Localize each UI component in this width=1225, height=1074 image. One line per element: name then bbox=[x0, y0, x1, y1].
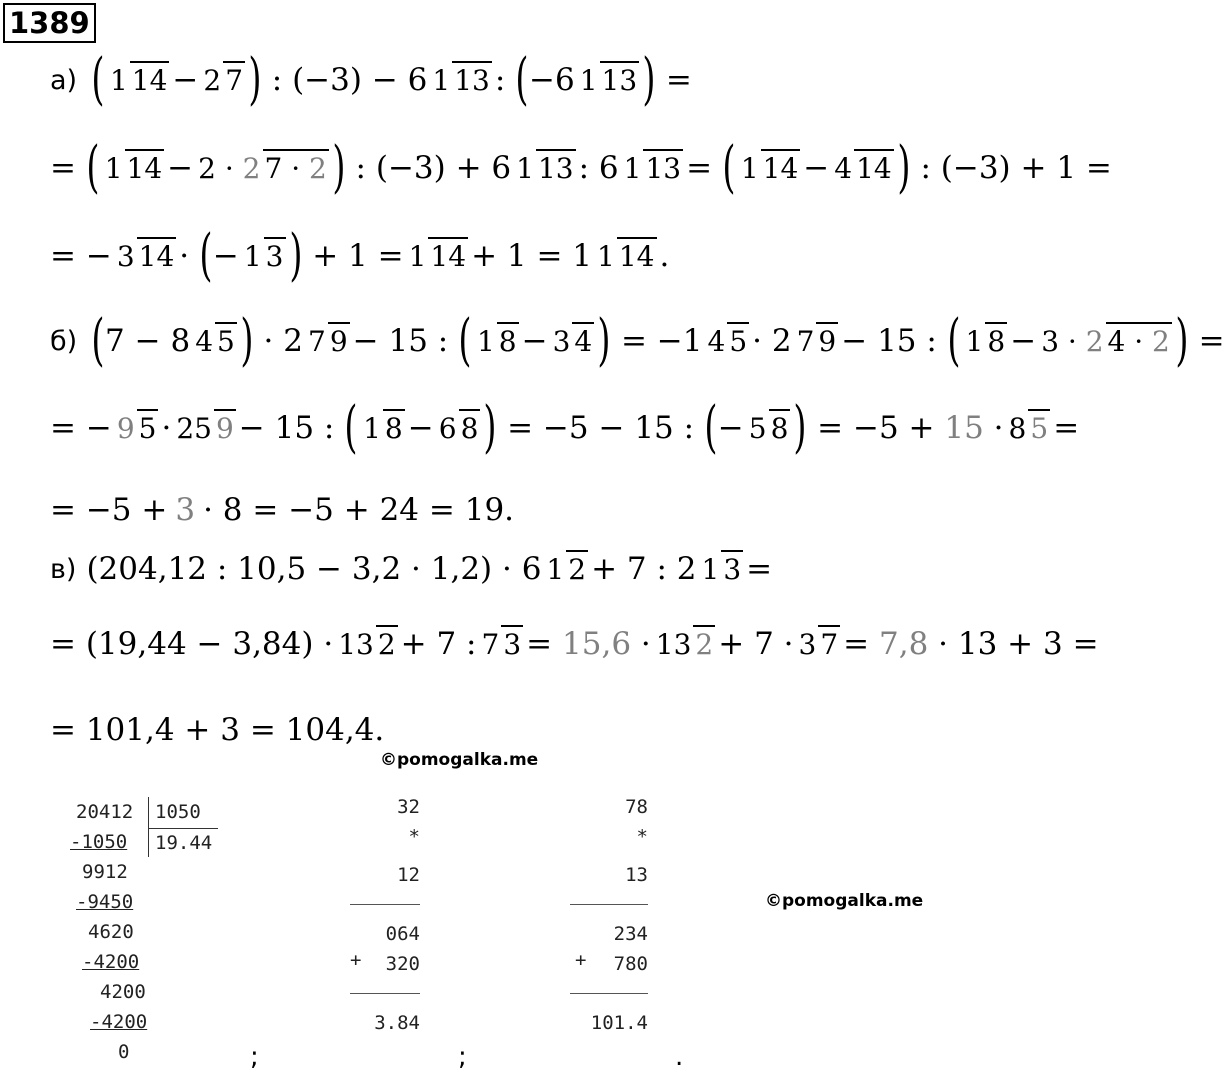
quotient: 19.44 bbox=[155, 832, 213, 854]
label-v: в) bbox=[50, 553, 77, 585]
label-b: б) bbox=[50, 325, 78, 357]
line-a2: = ( 1 14 − 2 · 2 7 · 2 ) : (−3) + 6 1 13 : 6 1 13 = ( 1 14 − 4 14 ) : (−3) + 1 = bbox=[50, 135, 1112, 200]
separator-3: . bbox=[675, 1042, 684, 1072]
line-v3: = 101,4 + 3 = 104,4. bbox=[50, 712, 385, 748]
watermark-right: ©pomogalka.me bbox=[765, 891, 924, 911]
divisor: 1050 bbox=[155, 801, 201, 823]
line-a3: = − 3 14 · ( − 1 3 ) + 1 = 1 14 + 1 = 1 1 14 . bbox=[50, 223, 670, 288]
multiplication-2: 78 * 13 234 780 101.4 bbox=[570, 792, 648, 1038]
watermark-top: ©pomogalka.me bbox=[380, 750, 539, 770]
line-v2: = (19,44 − 3,84) · 13 2 + 7 : 7 3 = 15,6 · 13 2 + 7 · 3 7 = 7,8 · 13 + 3 = bbox=[50, 626, 1099, 662]
problem-number: 1389 bbox=[3, 3, 96, 43]
plus-sign-1: + bbox=[350, 949, 362, 971]
long-division: 20412 -1050 9912 -9450 4620 -4200 4200 -4200 0 bbox=[70, 801, 148, 1063]
separator-2: ; bbox=[458, 1042, 467, 1072]
division-bar-vertical bbox=[148, 797, 149, 857]
line-b3: = −5 + 3 · 8 = −5 + 24 = 19. bbox=[50, 492, 515, 528]
line-b1: б) ( 7 − 8 4 5 ) · 2 7 9 − 15 : ( 1 8 − 3 4 ) = −1 4 5 · 2 7 9 − 15 : ( 1 8 − 3 · 2 4 · 2 ) = bbox=[50, 308, 1225, 373]
multiplication-1: 32 * 12 064 320 3.84 bbox=[350, 792, 420, 1038]
line-b2: = − 9 5 · 25 9 − 15 : ( 1 8 − 6 8 ) = −5 − 15 : ( − 5 8 ) = −5 + 15 · 8 5 = bbox=[50, 395, 1080, 460]
plus-sign-2: + bbox=[575, 949, 587, 971]
label-a: а) bbox=[50, 64, 78, 96]
line-a1: а) ( 1 14 − 2 7 ) : (−3) − 6 1 13 : ( −6 1 13 ) = bbox=[50, 47, 692, 112]
separator-1: ; bbox=[250, 1042, 259, 1072]
line-v1: в) (204,12 : 10,5 − 3,2 · 1,2) · 6 1 2 + 7 : 2 1 3 = bbox=[50, 551, 773, 587]
